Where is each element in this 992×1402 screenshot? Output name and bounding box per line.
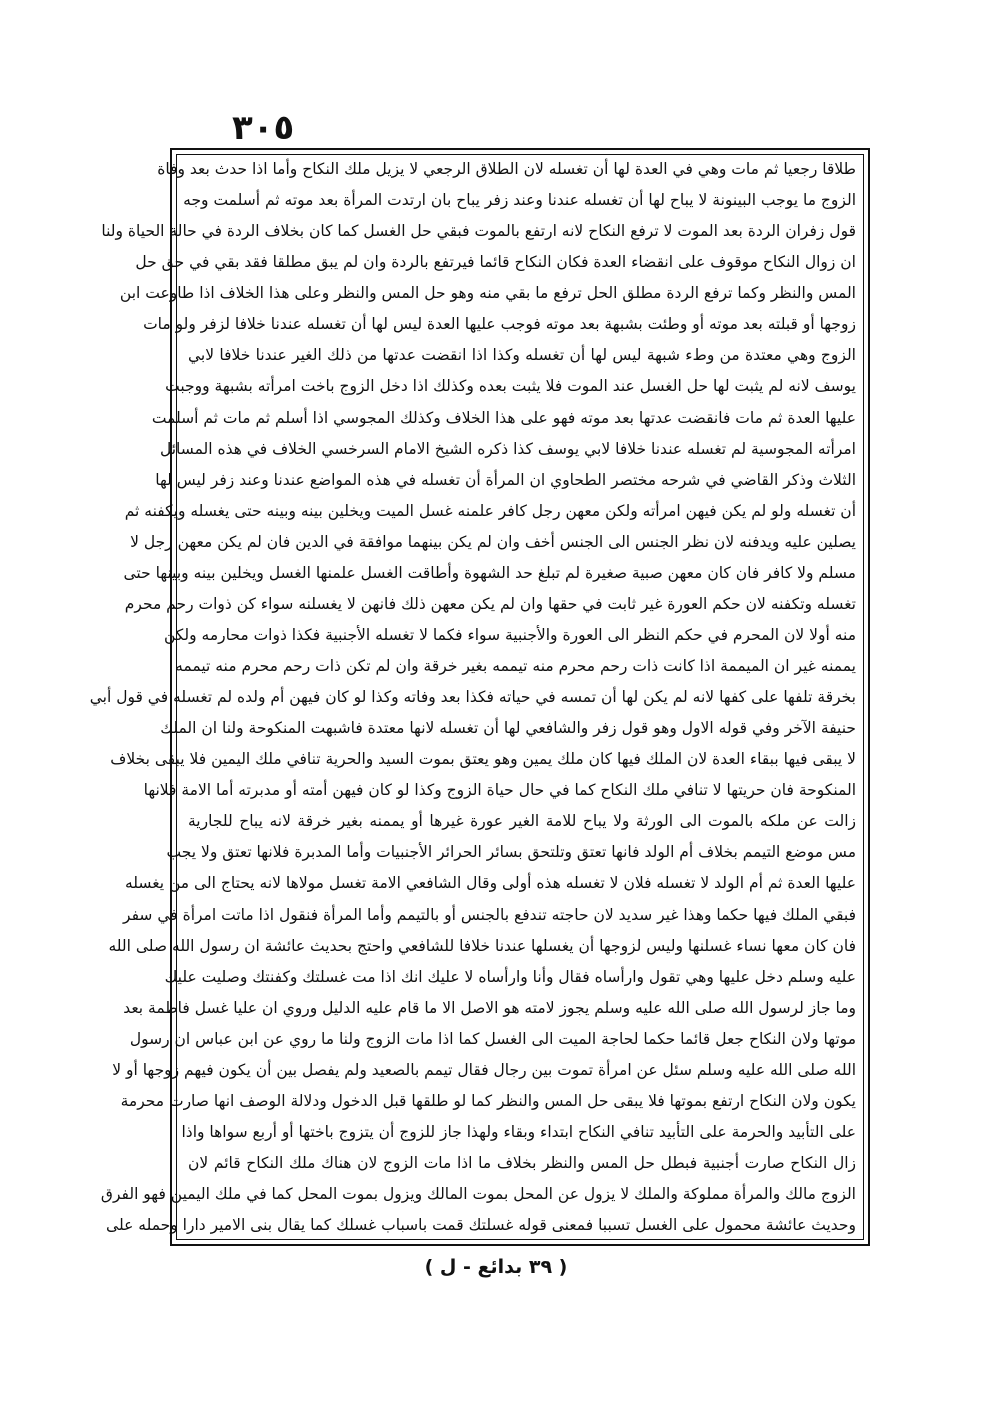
- text-line: مسلم ولا كافر فان كان معهن صبية صغيرة لم تبلغ حد الشهوة وأطاقت الغسل علمنها الغسل ويخلين بينه وبينها حتى: [123, 563, 856, 582]
- text-line: مس موضع التيمم بخلاف أم الولد فانها تعتق وتلتحق بسائر الحرائر الأجنبيات وأما المدبرة فلانها تعتق ولا يجب: [166, 843, 856, 862]
- text-line: المس والنظر وكما ترفع الردة مطلق الحل ترفع ما بقي منه وهو حل المس والنظر وعلى هذا الخلاف اذا طاوعت ابن: [119, 284, 856, 303]
- text-line: يصلين عليه ويدفنه لان نظر الجنس الى الجنس أخف وان لم يكن بينهما موافقة في الدين فان لم يكن معهن رجل لا: [130, 532, 856, 551]
- text-line: طلاقا رجعيا ثم مات وهي في العدة لها أن تغسله لان الطلاق الرجعي لا يزيل ملك النكاح وأما اذا حدث بعد وفاة: [157, 160, 856, 178]
- main-text-block: [89, 160, 856, 1235]
- page-number: ٣٠٥: [232, 108, 295, 148]
- text-line: أن تغسله ولو لم يكن فيهن امرأته ولكن معهن رجل كافر علمنه غسل الميت ويخلين بينه وبينه حتى يغسله ويكفنه ثم: [124, 501, 856, 520]
- text-line: ان زوال النكاح موقوف على انقضاء العدة فكان النكاح قائما فيرتفع بالردة وان لم يبق مطلقا فقد بقي في حق حل: [135, 253, 856, 272]
- text-line: الزوج ما يوجب البينونة لا يباح لها أن تغسله عندنا وعند زفر يباح بان ارتدت المرأة بعد موته ثم أسلمت وجه: [183, 191, 856, 210]
- text-line: لا يبقى فيها ببقاء العدة لان الملك فيها كان ملك يمين وهو يعتق بموت السيد والحرية تنافي ملك اليمين فلا يبقى بخلاف: [110, 750, 856, 769]
- text-line: منه أولا لان المحرم في حكم النظر الى العورة والأجنبية سواء فكما لا تغسله الأجنبية فكذا ذوات محارمه ولكن: [164, 625, 856, 644]
- text-line: حنيفة الآخر وفي قوله الاول وهو قول زفر والشافعي لها أن تغسله لانها معتدة فاشبهت المنكوحة ولنا ان الملك: [160, 719, 856, 738]
- text-line: على التأبيد والحرمة على التأبيد تنافي النكاح ابتداء وبقاء ولهذا جاز للزوج أن يتزوج باختها أو أربع سواها واذا: [181, 1122, 856, 1141]
- text-line: موتها ولان النكاح جعل قائما حكما لحاجة الميت الى الغسل كما اذا مات الزوج ولنا ما روي عن ابن عباس ان رسول: [129, 1029, 856, 1048]
- text-line: امرأته المجوسية لم تغسله عندنا خلافا لابي يوسف كذا ذكره الشيخ الامام السرخسي الخلاف في هذه المسائل: [159, 439, 856, 458]
- text-line: فان كان معها نساء غسلنها وليس لزوجها أن يغسلها عندنا خلافا للشافعي واحتج بحديث عائشة ان رسول الله صلى الله: [108, 936, 856, 955]
- text-line: الزوج مالك والمرأة مملوكة والملك لا يزول عن المحل بموت المالك ويزول بموت المحل كما في ملك اليمين فهو الفرق: [100, 1185, 856, 1204]
- text-line: زوجها أو قبلته بعد موته أو وطئت بشبهة بعد موته فوجب عليها العدة ليس لها أن تغسله عندنا خلافا لزفر ولو مات: [143, 315, 856, 334]
- text-line: الثلاث وذكر القاضي في شرحه مختصر الطحاوي ان المرأة أن تغسله في هذه المواضع عندنا وعند زفر ليس لها: [155, 470, 856, 489]
- text-line: عليها العدة ثم أم الولد لا تغسله فلان لا تغسله هذه أولى وقال الشافعي الامة تغسل مولاها لانه يحتاج الى من يغسله: [124, 874, 856, 893]
- text-line: عليه وسلم دخل عليها وهي تقول وارأساه فقال وأنا وارأساه لا عليك انك اذا مت غسلتك وكفنتك وصليت عليك: [164, 967, 856, 986]
- text-line: يكون ولان النكاح ارتفع بموتها فلا يبقى حل المس والنظر كما لو طلقها قبل الدخول ودلالة الوصف انها صارت محرمة: [120, 1091, 856, 1110]
- text-line: وحديث عائشة محمول على الغسل تسببا فمعنى قوله غسلتك قمت باسباب غسلك كما يقال بنى الامير دارا وحمله على: [106, 1216, 856, 1235]
- text-frame: [89, 148, 870, 1246]
- text-line: بخرقة تلفها على كفها لانه لم يكن لها أن تمسه في حياته فكذا بعد وفاته وكذا لو كان فيهن أم ولده لم تغسله في قول أبي: [89, 688, 856, 707]
- text-line: زال النكاح صارت أجنبية فبطل حل المس والنظر بخلاف ما اذا مات الزوج لان هناك ملك النكاح قائم لان: [188, 1154, 856, 1172]
- text-line: يممنه غير ان الميممة اذا كانت ذات رحم محرم منه تيممه بغير خرقة وان لم تكن ذات رحم محرم منه تيممه: [175, 657, 856, 675]
- text-line: فبقي الملك فيها حكما وهذا غير سديد لان حاجته تندفع بالجنس أو بالتيمم وأما المرأة فنقول اذا ماتت امرأة في سفر: [123, 905, 856, 924]
- text-line: تغسله وتكفنه لان حكم العورة غير ثابت في حقها وان لم يكن معهن ذلك فانهن لا يغسلنه سواء كن ذوات رحم محرم: [124, 594, 856, 613]
- text-line: المنكوحة فان حريتها لا تنافي ملك النكاح كما في حال حياة الزوج وكذا لو كان فيهن أمته أو مدبرته أما الامة فلانها: [143, 781, 856, 800]
- page-footer: ( ٣٩ بدائع - ل ): [424, 1256, 568, 1278]
- text-line: زالت عن ملكه بالموت الى الورثة ولا يباح للامة الغير عورة غيرها أو يممنه بغير خرقة لانه يباح للجارية: [188, 812, 856, 831]
- text-line: عليها العدة ثم مات فانقضت عدتها بعد موته فهو على هذا الخلاف وكذلك المجوسي اذا أسلم ثم مات ثم أسلمت: [151, 408, 856, 427]
- text-line: الله صلى الله عليه وسلم سئل عن امرأة تموت بين رجال فقال تيمم بالصعيد ولم يفصل بين أن يكون فيهم زوجها أو لا: [112, 1060, 856, 1079]
- text-line: يوسف لانه لم يثبت لها حل الغسل عند الموت فلا يثبت بعده وكذلك اذا دخل الزوج باخت امرأته بشبهة ووجبت: [165, 377, 856, 396]
- text-line: الزوج وهي معتدة من وطء شبهة ليس لها أن تغسله وكذا اذا انقضت عدتها من ذلك الغير عندنا خلافا لابي: [188, 346, 856, 365]
- text-line: وما جاز لرسول الله صلى الله عليه وسلم يجوز لامته هو الاصل الا ما قام عليه الدليل وروي ان عليا غسل فاطمة بعد: [123, 998, 856, 1017]
- text-line: قول زفران الردة بعد الموت لا ترفع النكاح لانه ارتفع بالموت فبقي حل الغسل كما كان بخلاف الردة في حالة الحياة ولنا: [101, 222, 856, 241]
